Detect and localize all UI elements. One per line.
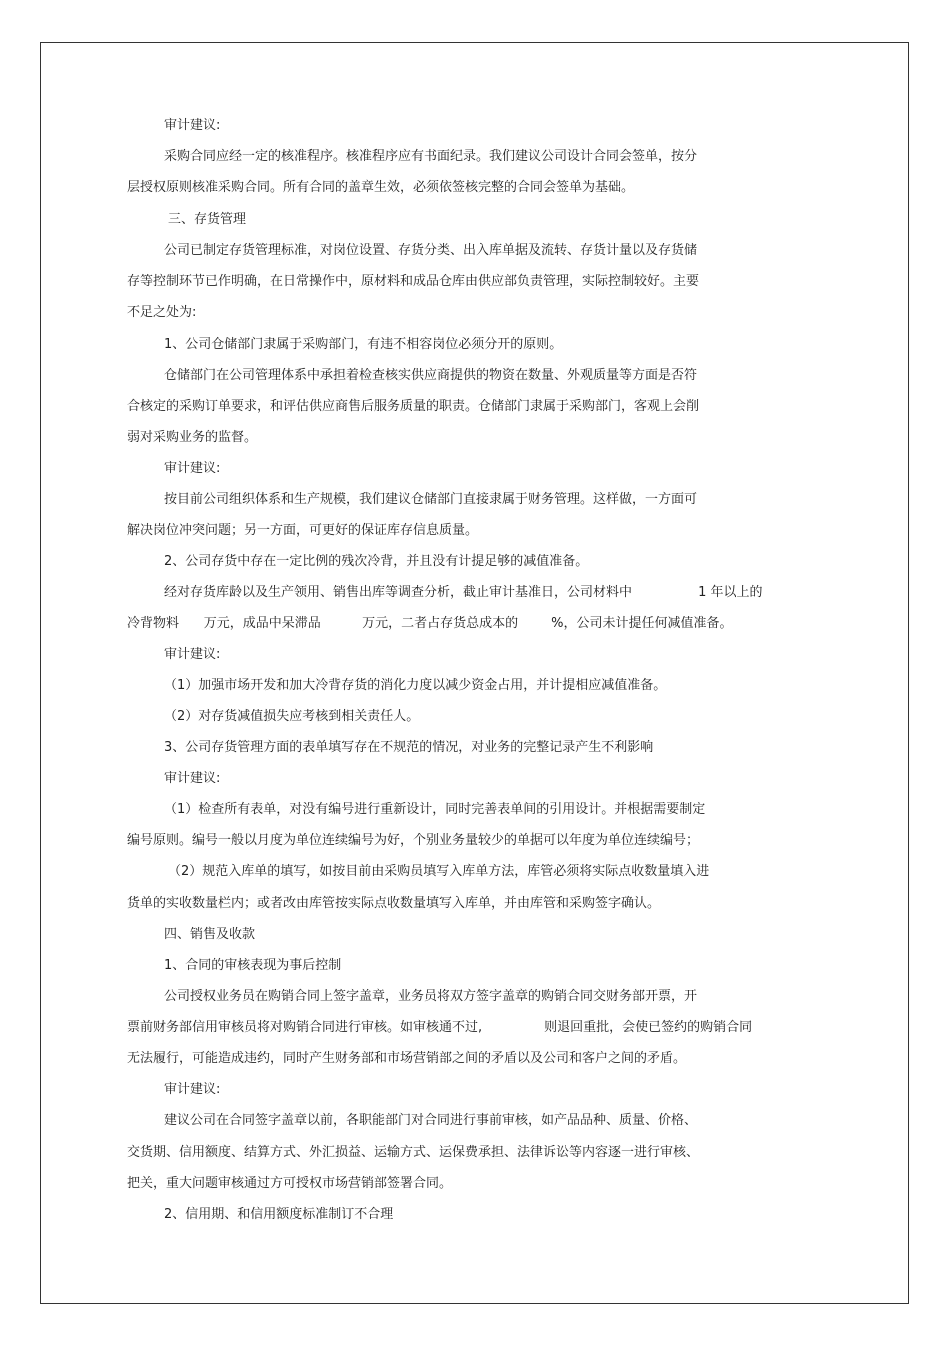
text-line: 审计建议: [164,461,221,476]
text-line: 1、公司仓储部门隶属于采购部门，有违不相容岗位必须分开的原则。 [164,337,563,352]
text-line: 审计建议: [164,118,221,133]
text-line: （2）规范入库单的填写，如按目前由采购员填写入库单方法，库管必须将实际点收数量填入进 [168,864,710,879]
text-line: 编号原则。编号一般以月度为单位连续编号为好，个别业务量较少的单据可以年度为单位连续编号； [127,833,700,848]
text-line: 仓储部门在公司管理体系中承担着检查核实供应商提供的物资在数量、外观质量等方面是否符 [164,368,698,383]
text-line: 货单的实收数量栏内；或者改由库管按实际点收数量填写入库单，并由库管和采购签字确认。 [127,896,661,911]
text-line: 公司授权业务员在购销合同上签字盖章，业务员将双方签字盖章的购销合同交财务部开票，开 [164,989,698,1004]
text-line: （1）检查所有表单，对没有编号进行重新设计，同时完善表单间的引用设计。并根据需要制定 [164,802,706,817]
text-line: 按目前公司组织体系和生产规模，我们建议仓储部门直接隶属于财务管理。这样做，一方面可 [164,492,698,507]
text-line: 无法履行，可能造成违约，同时产生财务部和市场营销部之间的矛盾以及公司和客户之间的矛盾。 [127,1051,687,1066]
text-line: 审计建议: [164,1082,221,1097]
text-line: 交货期、信用额度、结算方式、外汇损益、运输方式、运保费承担、法律诉讼等内容逐一进行审核、 [127,1145,700,1160]
text-line: 1、合同的审核表现为事后控制 [164,958,342,973]
text-line: 不足之处为: [127,305,197,320]
text-line: 3、公司存货管理方面的表单填写存在不规范的情况，对业务的完整记录产生不利影响 [164,740,654,755]
text-line: 2、信用期、和信用额度标准制订不合理 [164,1207,394,1222]
text-line: 票前财务部信用审核员将对购销合同进行审核。如审核通不过, 则退回重批，会使已签约的购销合同 [127,1020,753,1035]
text-line: 审计建议: [164,771,221,786]
text-line: 审计建议: [164,647,221,662]
text-line: 采购合同应经一定的核准程序。核准程序应有书面纪录。我们建议公司设计合同会签单，按分 [164,149,698,164]
text-line: 层授权原则核准采购合同。所有合同的盖章生效，必须依签核完整的合同会签单为基础。 [127,180,635,195]
text-line: （1）加强市场开发和加大冷背存货的消化力度以减少资金占用，并计提相应减值准备。 [164,678,667,693]
text-line: 解决岗位冲突问题；另一方面，可更好的保证库存信息质量。 [127,523,479,538]
text-line: 合核定的采购订单要求，和评估供应商售后服务质量的职责。仓储部门隶属于采购部门，客观上会削 [127,399,700,414]
section-heading: 三、存货管理 [168,212,247,227]
section-heading: 四、销售及收款 [164,927,256,942]
text-line: 弱对采购业务的监督。 [127,430,258,445]
text-line: 2、公司存货中存在一定比例的残次冷背，并且没有计提足够的减值准备。 [164,554,589,569]
text-line: 冷背物料 万元，成品中呆滞品 万元，二者占存货总成本的 %，公司未计提任何减值准备。 [127,616,733,631]
text-line: 建议公司在合同签字盖章以前，各职能部门对合同进行事前审核，如产品品种、质量、价格、 [164,1113,698,1128]
text-line: （2）对存货减值损失应考核到相关责任人。 [164,709,420,724]
text-line: 公司已制定存货管理标准，对岗位设置、存货分类、出入库单据及流转、存货计量以及存货储 [164,243,698,258]
text-line: 存等控制环节已作明确，在日常操作中，原材料和成品仓库由供应部负责管理，实际控制较好。主要 [127,274,700,289]
text-line: 经对存货库龄以及生产领用、销售出库等调查分析，截止审计基准日，公司材料中 1 年以上的 [164,585,763,600]
text-line: 把关，重大问题审核通过方可授权市场营销部签署合同。 [127,1176,453,1191]
